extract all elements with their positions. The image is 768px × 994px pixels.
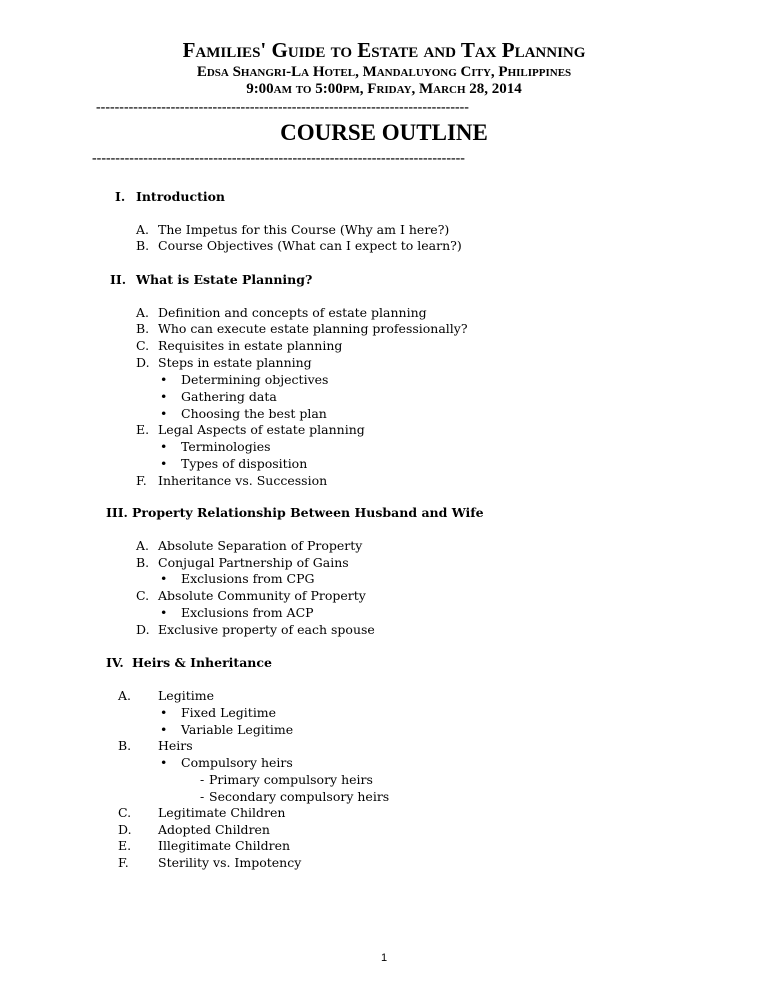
bullet-icon: • <box>160 372 168 387</box>
item-label: D. <box>136 622 150 637</box>
item-label: E. <box>136 422 150 437</box>
item-label: B. <box>136 555 150 570</box>
sub-sub-item-text: Secondary compulsory heirs <box>209 789 390 804</box>
page-number: 1 <box>380 952 388 964</box>
bottom-divider: -------------------------------------------------------------------------------- <box>92 151 465 166</box>
sub-item-text: Compulsory heirs <box>181 755 293 770</box>
sub-sub-item-text: Primary compulsory heirs <box>209 772 373 787</box>
item-text: Inheritance vs. Succession <box>158 473 328 488</box>
bullet-icon: • <box>160 571 168 586</box>
bullet-icon: • <box>160 456 168 471</box>
item-text: Requisites in estate planning <box>158 338 343 353</box>
section-number: I. <box>115 189 126 204</box>
sub-item-text: Exclusions from CPG <box>181 571 315 586</box>
item-label: B. <box>136 321 150 336</box>
item-text: Definition and concepts of estate planning <box>158 305 427 320</box>
item-text: Adopted Children <box>158 822 270 837</box>
section-number: III. <box>106 505 128 520</box>
sub-item-text: Fixed Legitime <box>181 705 277 720</box>
venue-line: Edsa Shangri-La Hotel, Mandaluyong City, Philippines <box>196 64 572 80</box>
item-text: Illegitimate Children <box>158 838 291 853</box>
item-text: Steps in estate planning <box>158 355 312 370</box>
item-text: Sterility vs. Impotency <box>158 855 302 870</box>
item-label: A. <box>136 305 150 320</box>
item-text: Course Objectives (What can I expect to learn?) <box>158 238 462 253</box>
document-title: Families' Guide to Estate and Tax Planning <box>182 38 586 62</box>
item-text: Legal Aspects of estate planning <box>158 422 365 437</box>
item-label: F. <box>136 473 147 488</box>
item-text: Exclusive property of each spouse <box>158 622 375 637</box>
item-label: C. <box>136 338 150 353</box>
sub-item-text: Choosing the best plan <box>181 406 327 421</box>
item-text: The Impetus for this Course (Why am I here?) <box>158 222 450 237</box>
item-label: D. <box>118 822 132 837</box>
bullet-icon: • <box>160 605 168 620</box>
item-text: Heirs <box>158 738 193 753</box>
section-title: Introduction <box>136 189 226 204</box>
sub-item-text: Determining objectives <box>181 372 329 387</box>
item-label: C. <box>136 588 150 603</box>
bullet-icon: • <box>160 722 168 737</box>
item-label: C. <box>118 805 132 820</box>
section-title: Heirs & Inheritance <box>132 655 272 670</box>
item-text: Legitimate Children <box>158 805 286 820</box>
sub-item-text: Exclusions from ACP <box>181 605 314 620</box>
item-text: Who can execute estate planning professionally? <box>158 321 468 336</box>
section-title: What is Estate Planning? <box>136 272 313 287</box>
item-label: F. <box>118 855 129 870</box>
bullet-icon: • <box>160 705 168 720</box>
item-label: A. <box>136 222 150 237</box>
bullet-icon: • <box>160 389 168 404</box>
sub-item-text: Gathering data <box>181 389 277 404</box>
item-text: Absolute Community of Property <box>158 588 366 603</box>
section-number: II. <box>110 272 127 287</box>
top-divider: -------------------------------------------------------------------------------- <box>96 100 469 115</box>
bullet-icon: • <box>160 406 168 421</box>
sub-item-text: Types of disposition <box>181 456 308 471</box>
outline-title: COURSE OUTLINE <box>280 120 488 145</box>
section-title: Property Relationship Between Husband and Wife <box>132 505 484 520</box>
item-label: D. <box>136 355 150 370</box>
item-text: Conjugal Partnership of Gains <box>158 555 349 570</box>
item-label: A. <box>136 538 150 553</box>
item-label: B. <box>118 738 132 753</box>
sub-item-text: Terminologies <box>181 439 271 454</box>
bullet-icon: • <box>160 755 168 770</box>
bullet-icon: • <box>160 439 168 454</box>
schedule-line: 9:00am to 5:00pm, Friday, March 28, 2014 <box>246 81 522 97</box>
item-text: Legitime <box>158 688 214 703</box>
dash-marker: - <box>200 789 205 804</box>
dash-marker: - <box>200 772 205 787</box>
item-label: B. <box>136 238 150 253</box>
item-label: A. <box>118 688 132 703</box>
item-label: E. <box>118 838 132 853</box>
section-number: IV. <box>106 655 124 670</box>
sub-item-text: Variable Legitime <box>181 722 294 737</box>
item-text: Absolute Separation of Property <box>158 538 363 553</box>
